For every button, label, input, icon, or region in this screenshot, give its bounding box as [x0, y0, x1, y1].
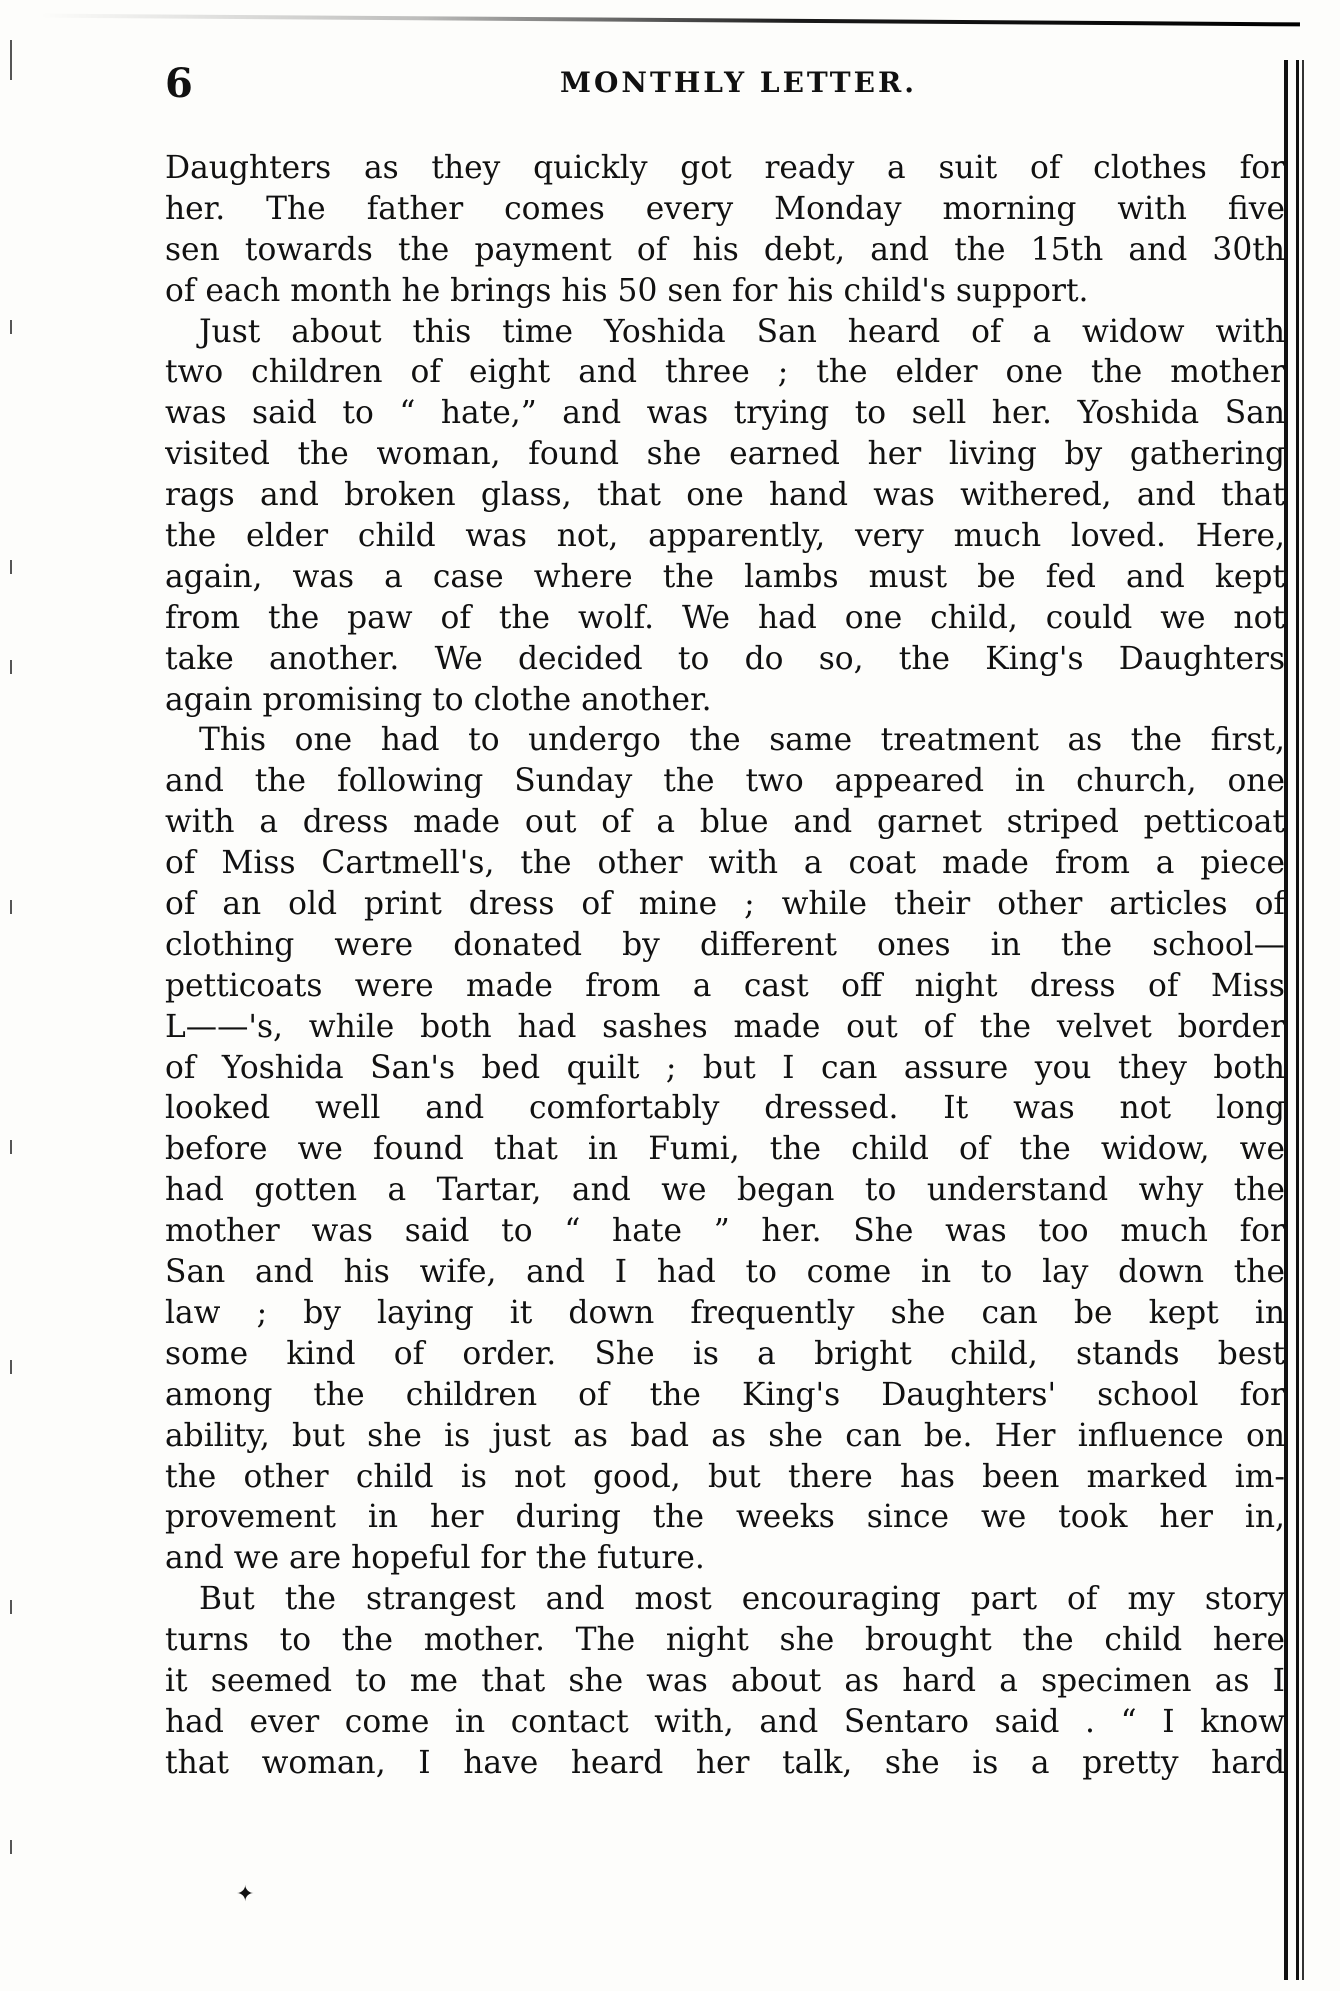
margin-mark: [10, 40, 12, 80]
text-line: turns to the mother. The night she brought the child here: [165, 1622, 1285, 1659]
text-line: clothing were donated by different ones in the school—: [165, 926, 1285, 963]
text-line: some kind of order. She is a bright child, stands best: [165, 1335, 1285, 1372]
text-line: among the children of the King's Daughters' school for: [165, 1376, 1285, 1413]
text-line: again promising to clothe another.: [165, 681, 712, 718]
text-line: rags and broken glass, that one hand was withered, and that: [165, 477, 1285, 514]
margin-marks: [6, 40, 26, 1940]
text-line: of an old print dress of mine ; while their other articles of: [165, 886, 1285, 923]
text-line: it seemed to me that she was about as hard a specimen as I: [165, 1662, 1285, 1699]
margin-mark: [10, 320, 12, 334]
text-line: and the following Sunday the two appeared in church, one: [165, 763, 1285, 800]
text-line: L——'s, while both had sashes made out of the velvet border: [165, 1008, 1285, 1045]
text-line: and we are hopeful for the future.: [165, 1540, 705, 1577]
text-line: from the paw of the wolf. We had one child, could we not: [165, 599, 1285, 636]
text-line: of Yoshida San's bed quilt ; but I can assure you they both: [165, 1049, 1285, 1086]
margin-mark: [10, 560, 12, 574]
margin-mark: [10, 900, 12, 914]
text-line: with a dress made out of a blue and garnet striped petticoat: [165, 804, 1285, 841]
body-text: [165, 148, 1285, 1784]
text-line: ability, but she is just as bad as she can be. Her influence on: [165, 1417, 1285, 1454]
text-line: her. The father comes every Monday morning with five: [165, 190, 1285, 227]
text-line: had ever come in contact with, and Sentaro said . “ I know: [165, 1703, 1285, 1740]
gutter-line: [1302, 60, 1304, 1980]
text-line: law ; by laying it down frequently she can be kept in: [165, 1294, 1285, 1331]
gutter-line: [1296, 60, 1299, 1980]
margin-mark: [10, 660, 12, 674]
text-line: two children of eight and three ; the elder one the mother: [165, 354, 1285, 391]
text-line: of each month he brings his 50 sen for his child's support.: [165, 272, 1089, 309]
text-line: mother was said to “ hate ” her. She was too much for: [165, 1213, 1285, 1250]
text-line: had gotten a Tartar, and we began to understand why the: [165, 1172, 1285, 1209]
text-line: looked well and comfortably dressed. It was not long: [165, 1090, 1285, 1127]
ornament-mark: ✦: [236, 1882, 255, 1907]
text-line: petticoats were made from a cast off night dress of Miss: [165, 967, 1285, 1004]
text-line: San and his wife, and I had to come in to lay down the: [165, 1254, 1285, 1291]
text-line: was said to “ hate,” and was trying to sell her. Yoshida San: [165, 395, 1285, 432]
text-line: the other child is not good, but there has been marked im-: [165, 1458, 1285, 1495]
margin-mark: [10, 1840, 12, 1854]
top-rule: [40, 14, 1300, 27]
text-line: visited the woman, found she earned her living by gathering: [165, 436, 1285, 473]
text-line: the elder child was not, apparently, very much loved. Here,: [165, 518, 1285, 555]
text-line: before we found that in Fumi, the child of the widow, we: [165, 1131, 1285, 1168]
text-line: Daughters as they quickly got ready a suit of clothes for: [165, 150, 1285, 186]
text-line: This one had to undergo the same treatment as the first,: [199, 722, 1285, 759]
margin-mark: [10, 1360, 12, 1374]
text-line: of Miss Cartmell's, the other with a coat made from a piece: [165, 845, 1285, 882]
text-line: provement in her during the weeks since we took her in,: [165, 1499, 1285, 1536]
page-number: 6: [165, 60, 193, 107]
page-header: [165, 60, 1245, 116]
text-line: Just about this time Yoshida San heard of a widow with: [199, 313, 1285, 350]
running-title: MONTHLY LETTER.: [560, 66, 917, 99]
margin-mark: [10, 1140, 12, 1154]
text-line: that woman, I have heard her talk, she is a pretty hard: [165, 1744, 1285, 1781]
text-line: sen towards the payment of his debt, and the 15th and 30th: [165, 231, 1285, 268]
text-line: again, was a case where the lambs must be fed and kept: [165, 558, 1285, 595]
margin-mark: [10, 1600, 12, 1614]
text-line: take another. We decided to do so, the King's Daughters: [165, 640, 1285, 677]
text-line: But the strangest and most encouraging part of my story: [199, 1581, 1285, 1618]
